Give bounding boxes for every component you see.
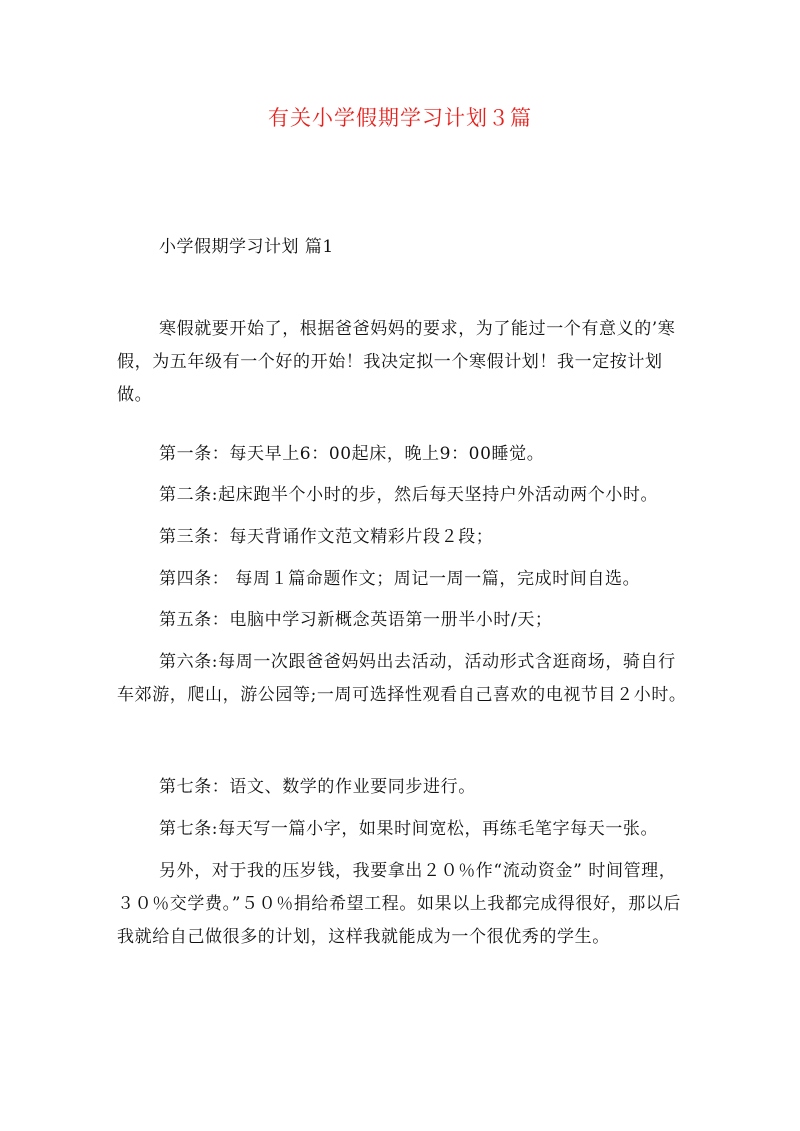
paragraph-rule-3: 第三条：每天背诵作文范文精彩片段２段； <box>159 527 494 547</box>
paragraph-rule-2: 第二条:起床跑半个小时的步，然后每天坚持户外活动两个小时。 <box>159 485 659 505</box>
paragraph-rule-1: 第一条：每天早上6：00起床，晚上9：00睡觉。 <box>159 444 545 464</box>
paragraph-rule-7a: 第七条：语文、数学的作业要同步进行。 <box>159 777 476 797</box>
paragraph-rule-4: 第四条： 每周１篇命题作文；周记一周一篇，完成时间自选。 <box>159 569 641 589</box>
paragraph-rule-6: 第六条:每周一次跟爸爸妈妈出去活动，活动形式含逛商场，骑自行车郊游，爬山，游公园等;一周可选择性观看自己喜欢的电视节目２小时。 <box>117 652 687 705</box>
document-title: 有关小学假期学习计划３篇 <box>268 106 532 130</box>
paragraph-rule-5: 第五条：电脑中学习新概念英语第一册半小时/天； <box>159 610 553 630</box>
paragraph-closing: 另外，对于我的压岁钱，我要拿出２０％作“流动资金” 时间管理，３０％交学费。”５０％捐给希望工程。如果以上我都完成得很好，那以后我就给自己做很多的计划，这样我就能成为一个很优秀的学生。 <box>117 861 681 947</box>
paragraph-intro: 寒假就要开始了，根据爸爸妈妈的要求，为了能过一个有意义的’寒假，为五年级有一个好的开始！我决定拟一个寒假计划！我一定按计划做。 <box>117 319 676 405</box>
paragraph-rule-7b: 第七条:每天写一篇小字，如果时间宽松，再练毛笔字每天一张。 <box>159 819 659 839</box>
section-heading: 小学假期学习计划 篇1 <box>159 237 334 257</box>
